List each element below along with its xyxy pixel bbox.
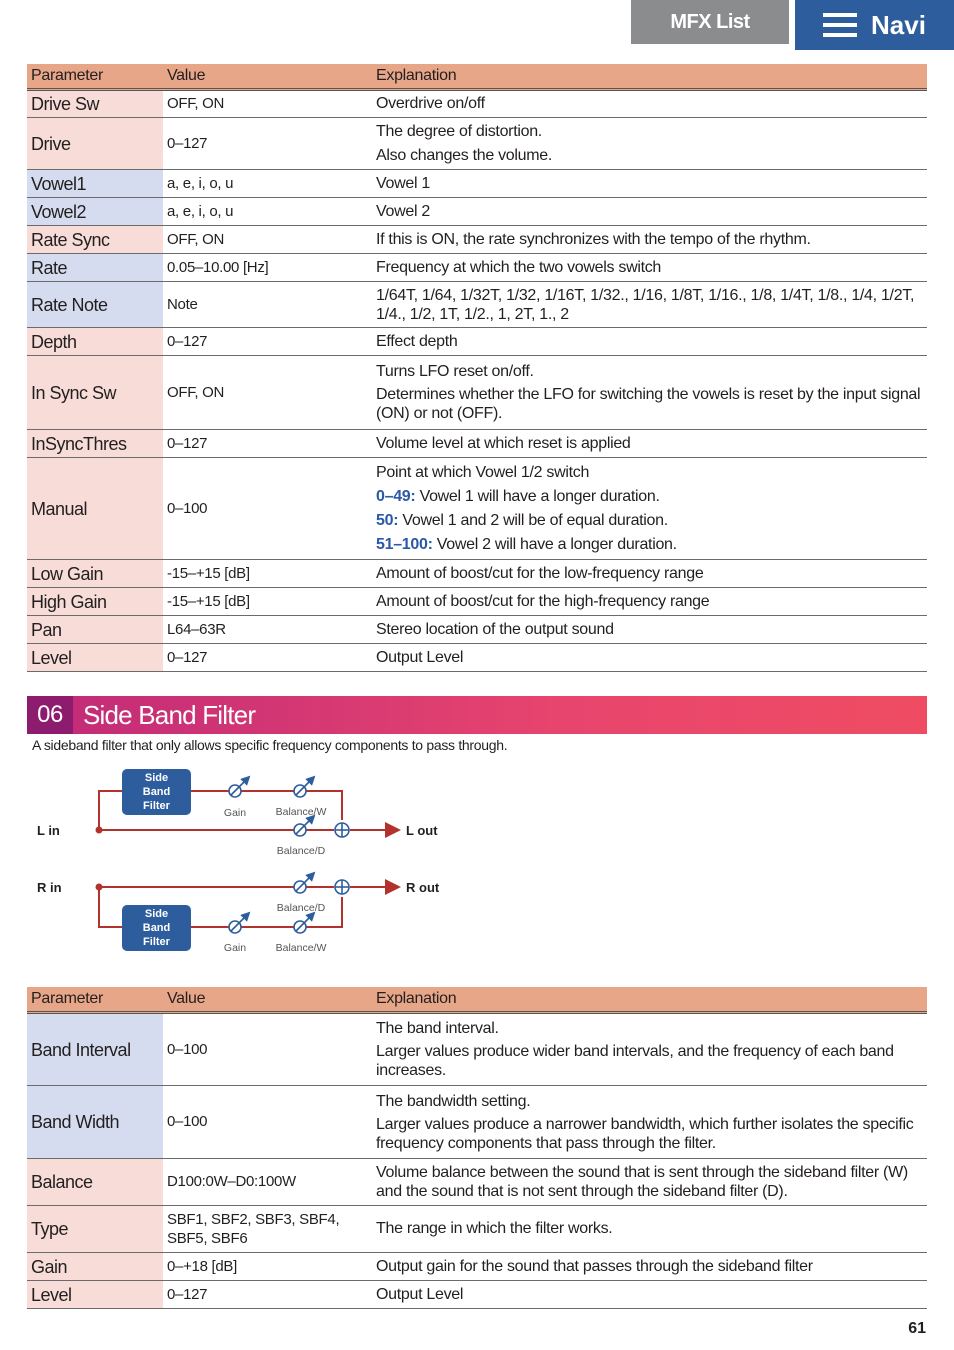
- param-explanation: Overdrive on/off: [372, 90, 927, 118]
- param-value: 0–127: [163, 1281, 372, 1309]
- balance-w-label: Balance/W: [275, 942, 327, 954]
- table-row: [27, 458, 927, 560]
- r-out-label: R out: [406, 880, 440, 895]
- gain-label: Gain: [223, 942, 247, 954]
- param-value: Note: [163, 282, 372, 328]
- param-name: Low Gain: [27, 560, 163, 588]
- section-number: 06: [27, 696, 73, 734]
- gain-label: Gain: [223, 807, 247, 819]
- table-row: [27, 226, 927, 254]
- header-value: Value: [163, 987, 372, 1013]
- param-value: 0.05–10.00 [Hz]: [163, 254, 372, 282]
- param-name: Rate Note: [27, 282, 163, 328]
- param-name: Drive Sw: [27, 90, 163, 118]
- param-explanation: 1/64T, 1/64, 1/32T, 1/32, 1/16T, 1/32., 1/16, 1/8T, 1/16., 1/8, 1/4T, 1/8., 1/4, 1/2T, 1/4., 1/2, 1T, 1/2., 1, 2T, 1., 2: [372, 282, 927, 328]
- param-value: D100:0W–D0:100W: [163, 1159, 372, 1206]
- menu-icon: [823, 13, 857, 37]
- param-name: Gain: [27, 1253, 163, 1281]
- page-number: 61: [908, 1320, 926, 1337]
- table-row: [27, 118, 927, 170]
- param-explanation: Point at which Vowel 1/2 switch 0–49: Vowel 1 will have a longer duration. 50: Vowel 1 and 2 will be of equal duration. 51–100: Vowel 2 will have a longer duration.: [372, 458, 927, 560]
- param-value: -15–+15 [dB]: [163, 588, 372, 616]
- param-value: L64–63R: [163, 616, 372, 644]
- param-explanation: Effect depth: [372, 328, 927, 356]
- param-value: 0–100: [163, 1013, 372, 1086]
- param-value: OFF, ON: [163, 90, 372, 118]
- param-name: Type: [27, 1206, 163, 1253]
- param-value: -15–+15 [dB]: [163, 560, 372, 588]
- param-explanation: Output gain for the sound that passes through the sideband filter: [372, 1253, 927, 1281]
- mfx-list-label: MFX List: [670, 10, 750, 33]
- parameter-table-1: [27, 64, 927, 672]
- svg-text:Filter: Filter: [143, 800, 170, 812]
- param-explanation: Turns LFO reset on/off. Determines whether the LFO for switching the vowels is reset by the input signal (ON) or not (OFF).: [372, 356, 927, 430]
- param-name: Drive: [27, 118, 163, 170]
- navi-button[interactable]: [795, 0, 954, 50]
- svg-text:Side: Side: [144, 908, 169, 920]
- svg-text:Band: Band: [142, 922, 171, 934]
- table-row: [27, 560, 927, 588]
- param-name: Band Width: [27, 1086, 163, 1159]
- signal-flow-diagram: [27, 760, 457, 960]
- param-name: InSyncThres: [27, 430, 163, 458]
- param-value: OFF, ON: [163, 226, 372, 254]
- param-value: SBF1, SBF2, SBF3, SBF4, SBF5, SBF6: [163, 1206, 372, 1253]
- param-value: a, e, i, o, u: [163, 170, 372, 198]
- table-row: [27, 1253, 927, 1281]
- table-row: [27, 254, 927, 282]
- table-row: [27, 90, 927, 118]
- param-explanation: Vowel 2: [372, 198, 927, 226]
- param-name: Level: [27, 644, 163, 672]
- param-name: Band Interval: [27, 1013, 163, 1086]
- table-row: [27, 1013, 927, 1086]
- param-explanation: The range in which the filter works.: [372, 1206, 927, 1253]
- table-row: [27, 1206, 927, 1253]
- table-row: [27, 588, 927, 616]
- param-explanation: Stereo location of the output sound: [372, 616, 927, 644]
- svg-text:Side: Side: [144, 772, 169, 784]
- param-explanation: Vowel 1: [372, 170, 927, 198]
- param-value: 0–127: [163, 430, 372, 458]
- param-name: Balance: [27, 1159, 163, 1206]
- mfx-list-button[interactable]: [631, 0, 789, 44]
- balance-d-label: Balance/D: [276, 902, 326, 914]
- sideband-filter-block-l: [122, 769, 191, 815]
- param-explanation: Output Level: [372, 1281, 927, 1309]
- table-row: [27, 356, 927, 430]
- header-parameter: Parameter: [27, 987, 163, 1013]
- param-value: a, e, i, o, u: [163, 198, 372, 226]
- table-row: [27, 1086, 927, 1159]
- parameter-table-2: [27, 987, 927, 1309]
- param-name: Vowel1: [27, 170, 163, 198]
- header-explanation: Explanation: [372, 987, 927, 1013]
- header-value: Value: [163, 64, 372, 90]
- param-explanation: The bandwidth setting. Larger values produce a narrower bandwidth, which further isolates the specific frequency components that pass through the filter.: [372, 1086, 927, 1159]
- param-explanation: Output Level: [372, 644, 927, 672]
- param-explanation: Volume balance between the sound that is sent through the sideband filter (W) and the sound that is not sent through the sideband filter (D).: [372, 1159, 927, 1206]
- table-header-row: [27, 987, 927, 1013]
- section-description: A sideband filter that only allows specific frequency components to pass through.: [32, 737, 508, 753]
- param-explanation: If this is ON, the rate synchronizes with the tempo of the rhythm.: [372, 226, 927, 254]
- range-key: 50:: [376, 511, 399, 529]
- param-value: 0–127: [163, 644, 372, 672]
- table-row: [27, 170, 927, 198]
- table-row: [27, 430, 927, 458]
- r-in-label: R in: [37, 880, 62, 895]
- balance-w-label: Balance/W: [275, 806, 327, 818]
- param-name: Pan: [27, 616, 163, 644]
- svg-text:Band: Band: [142, 786, 171, 798]
- param-name: In Sync Sw: [27, 356, 163, 430]
- section-header: [27, 696, 927, 734]
- param-name: High Gain: [27, 588, 163, 616]
- param-value: 0–100: [163, 1086, 372, 1159]
- table-row: [27, 616, 927, 644]
- param-value: 0–127: [163, 328, 372, 356]
- param-explanation: Volume level at which reset is applied: [372, 430, 927, 458]
- param-explanation: Amount of boost/cut for the low-frequency range: [372, 560, 927, 588]
- range-key: 51–100:: [376, 535, 433, 553]
- l-out-label: L out: [406, 823, 438, 838]
- sideband-filter-block-r: [122, 905, 191, 951]
- table-row: [27, 1159, 927, 1206]
- section-title: Side Band Filter: [83, 699, 256, 730]
- table-header-row: [27, 64, 927, 90]
- header-explanation: Explanation: [372, 64, 927, 90]
- param-name: Rate Sync: [27, 226, 163, 254]
- navi-label: Navi: [871, 9, 926, 40]
- header-parameter: Parameter: [27, 64, 163, 90]
- param-explanation: The degree of distortion. Also changes the volume.: [372, 118, 927, 170]
- param-name: Vowel2: [27, 198, 163, 226]
- range-key: 0–49:: [376, 487, 416, 505]
- table-row: [27, 1281, 927, 1309]
- param-value: 0–127: [163, 118, 372, 170]
- param-explanation: The band interval. Larger values produce wider band intervals, and the frequency of each band increases.: [372, 1013, 927, 1086]
- param-explanation: Frequency at which the two vowels switch: [372, 254, 927, 282]
- param-name: Depth: [27, 328, 163, 356]
- param-name: Manual: [27, 458, 163, 560]
- l-in-label: L in: [37, 823, 60, 838]
- table-row: [27, 328, 927, 356]
- balance-d-label: Balance/D: [276, 845, 326, 857]
- param-value: 0–100: [163, 458, 372, 560]
- param-value: OFF, ON: [163, 356, 372, 430]
- table-row: [27, 282, 927, 328]
- param-explanation: Amount of boost/cut for the high-frequency range: [372, 588, 927, 616]
- table-row: [27, 644, 927, 672]
- param-value: 0–+18 [dB]: [163, 1253, 372, 1281]
- table-row: [27, 198, 927, 226]
- param-name: Rate: [27, 254, 163, 282]
- svg-text:Filter: Filter: [143, 936, 170, 948]
- param-name: Level: [27, 1281, 163, 1309]
